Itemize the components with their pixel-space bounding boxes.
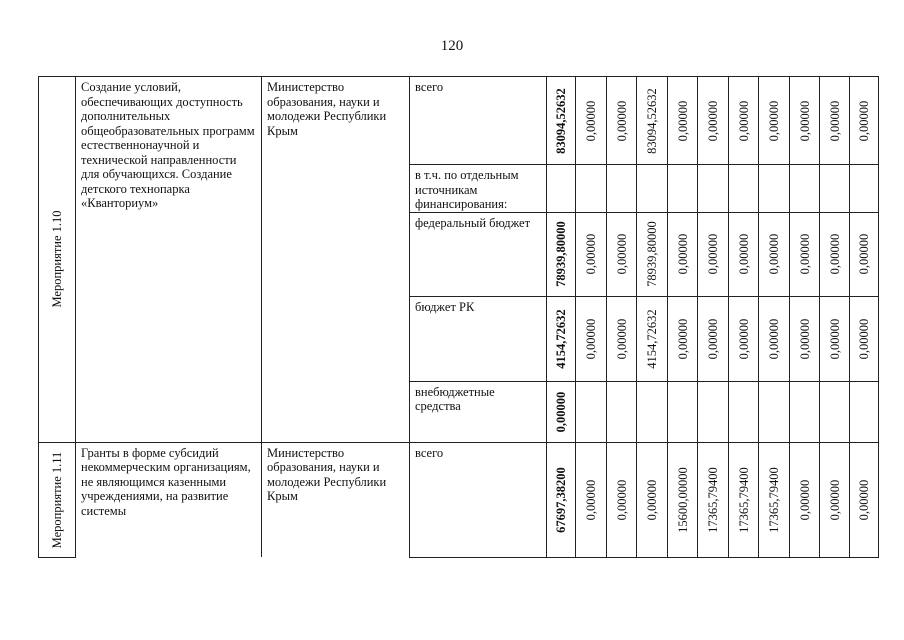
year-amount: 0,00000 — [797, 233, 812, 275]
year-amount-cell — [607, 442, 637, 557]
year-amount: 0,00000 — [614, 100, 629, 141]
year-amount-cell — [607, 77, 637, 165]
year-amount-cell — [820, 77, 850, 165]
year-amount: 17365,79400 — [766, 466, 781, 533]
year-amount: 17365,79400 — [705, 466, 720, 533]
year-amount-cell — [729, 296, 759, 381]
year-amount-cell — [729, 381, 759, 442]
year-amount: 0,00000 — [827, 318, 842, 359]
table-row — [39, 442, 879, 557]
year-amount-cell — [607, 212, 637, 296]
year-amount: 0,00000 — [856, 100, 871, 141]
year-amount-cell — [637, 212, 668, 296]
executor-cell — [262, 442, 410, 557]
funding-source-cell — [410, 165, 547, 213]
year-amount-cell — [820, 165, 850, 213]
year-amount: 0,00000 — [856, 479, 871, 520]
year-amount-cell — [790, 296, 820, 381]
year-amount: 0,00000 — [797, 479, 812, 520]
year-amount-cell — [729, 165, 759, 213]
year-amount-cell — [576, 442, 607, 557]
year-amount-cell — [637, 165, 668, 213]
year-amount-cell — [759, 381, 790, 442]
year-amount: 0,00000 — [797, 100, 812, 141]
funding-source-cell — [410, 381, 547, 442]
year-amount: 15600,00000 — [675, 466, 690, 533]
funding-source: федеральный бюджет — [415, 215, 531, 230]
year-amount-cell — [668, 165, 698, 213]
year-amount: 0,00000 — [675, 100, 690, 141]
year-amount: 0,00000 — [705, 100, 720, 141]
event-label-cell — [39, 77, 76, 443]
funding-source-cell — [410, 442, 547, 557]
year-amount-cell — [698, 381, 729, 442]
year-amount: 78939,80000 — [644, 221, 659, 287]
year-amount-cell — [820, 296, 850, 381]
year-amount: 0,00000 — [583, 479, 598, 520]
year-amount-cell — [637, 296, 668, 381]
year-amount-cell — [790, 165, 820, 213]
year-amount: 0,00000 — [644, 479, 659, 520]
year-amount-cell — [668, 77, 698, 165]
year-amount: 0,00000 — [827, 479, 842, 520]
year-amount-cell — [668, 212, 698, 296]
event-label: Мероприятие 1.10 — [49, 210, 64, 308]
table-row — [39, 77, 879, 165]
funding-source: бюджет РК — [415, 299, 475, 314]
year-amount-cell — [850, 212, 879, 296]
year-amount-cell — [698, 296, 729, 381]
total-amount-cell — [547, 381, 576, 442]
year-amount: 0,00000 — [583, 318, 598, 359]
year-amount-cell — [576, 296, 607, 381]
year-amount-cell — [668, 296, 698, 381]
funding-source-cell — [410, 77, 547, 165]
year-amount: 0,00000 — [736, 318, 751, 359]
year-amount-cell — [759, 212, 790, 296]
year-amount-cell — [607, 165, 637, 213]
total-amount-cell — [547, 77, 576, 165]
year-amount: 0,00000 — [705, 233, 720, 275]
year-amount-cell — [698, 165, 729, 213]
year-amount-cell — [850, 296, 879, 381]
year-amount: 0,00000 — [736, 100, 751, 141]
year-amount-cell — [668, 381, 698, 442]
total-amount-cell — [547, 296, 576, 381]
year-amount-cell — [850, 381, 879, 442]
executor-name: Министерство образования, науки и молодежи Республики Крым — [267, 80, 387, 138]
year-amount: 0,00000 — [583, 100, 598, 141]
year-amount: 0,00000 — [675, 318, 690, 359]
year-amount-cell — [637, 381, 668, 442]
year-amount: 0,00000 — [675, 233, 690, 275]
year-amount-cell — [850, 77, 879, 165]
year-amount: 0,00000 — [766, 318, 781, 359]
year-amount: 0,00000 — [797, 318, 812, 359]
year-amount: 0,00000 — [736, 233, 751, 275]
year-amount: 0,00000 — [614, 233, 629, 275]
event-description: Создание условий, обеспечивающих доступность дополнительных общеобразовательных программ естественнонаучной и технической направленности для обучающихся. Создание детского технопарка «Кванториум» — [81, 80, 255, 210]
year-amount: 0,00000 — [766, 233, 781, 275]
year-amount-cell — [576, 381, 607, 442]
year-amount-cell — [790, 212, 820, 296]
funding-source: всего — [415, 80, 444, 94]
year-amount-cell — [637, 77, 668, 165]
year-amount-cell — [729, 212, 759, 296]
year-amount-cell — [576, 212, 607, 296]
funding-source-cell — [410, 212, 547, 296]
year-amount-cell — [820, 442, 850, 557]
total-amount: 67697,38200 — [553, 466, 568, 533]
year-amount: 0,00000 — [614, 318, 629, 359]
total-amount: 4154,72632 — [553, 308, 568, 369]
year-amount-cell — [820, 381, 850, 442]
year-amount-cell — [790, 77, 820, 165]
year-amount: 0,00000 — [766, 100, 781, 141]
year-amount-cell — [820, 212, 850, 296]
year-amount-cell — [759, 77, 790, 165]
year-amount: 0,00000 — [827, 233, 842, 275]
year-amount-cell — [698, 212, 729, 296]
total-amount-cell — [547, 212, 576, 296]
total-amount: 83094,52632 — [553, 87, 568, 154]
funding-table — [38, 76, 879, 558]
funding-source: в т.ч. по отдельным источникам финансирования: — [415, 168, 519, 211]
funding-source: внебюджетные средства — [415, 384, 495, 413]
year-amount-cell — [698, 442, 729, 557]
year-amount-cell — [729, 77, 759, 165]
event-description: Гранты в форме субсидий некоммерческим организациям, не являющимся казенными учреждениями, на развитие системы — [81, 445, 251, 518]
year-amount-cell — [729, 442, 759, 557]
year-amount-cell — [850, 442, 879, 557]
year-amount: 0,00000 — [614, 479, 629, 520]
year-amount: 0,00000 — [583, 233, 598, 275]
year-amount: 17365,79400 — [736, 466, 751, 533]
year-amount-cell — [576, 165, 607, 213]
year-amount-cell — [759, 165, 790, 213]
funding-source-cell — [410, 296, 547, 381]
year-amount: 0,00000 — [827, 100, 842, 141]
year-amount-cell — [668, 442, 698, 557]
year-amount-cell — [790, 442, 820, 557]
event-description-cell — [76, 77, 262, 443]
executor-cell — [262, 77, 410, 443]
funding-source: всего — [415, 445, 444, 460]
total-amount: 0,00000 — [553, 391, 568, 432]
year-amount-cell — [607, 296, 637, 381]
event-description-cell — [76, 442, 262, 557]
year-amount: 0,00000 — [856, 233, 871, 275]
page-number: 120 — [440, 38, 464, 54]
year-amount-cell — [698, 77, 729, 165]
executor-name: Министерство образования, науки и молодежи Республики Крым — [267, 445, 387, 503]
event-label: Мероприятие 1.11 — [49, 451, 64, 548]
event-label-cell — [39, 442, 76, 557]
year-amount: 83094,52632 — [644, 87, 659, 154]
year-amount-cell — [759, 442, 790, 557]
year-amount: 0,00000 — [856, 318, 871, 359]
year-amount-cell — [850, 165, 879, 213]
year-amount: 0,00000 — [705, 318, 720, 359]
year-amount-cell — [637, 442, 668, 557]
total-amount-cell — [547, 165, 576, 213]
year-amount-cell — [607, 381, 637, 442]
year-amount: 4154,72632 — [644, 308, 659, 369]
total-amount: 78939,80000 — [553, 221, 568, 287]
year-amount-cell — [759, 296, 790, 381]
year-amount-cell — [790, 381, 820, 442]
year-amount-cell — [576, 77, 607, 165]
total-amount-cell — [547, 442, 576, 557]
